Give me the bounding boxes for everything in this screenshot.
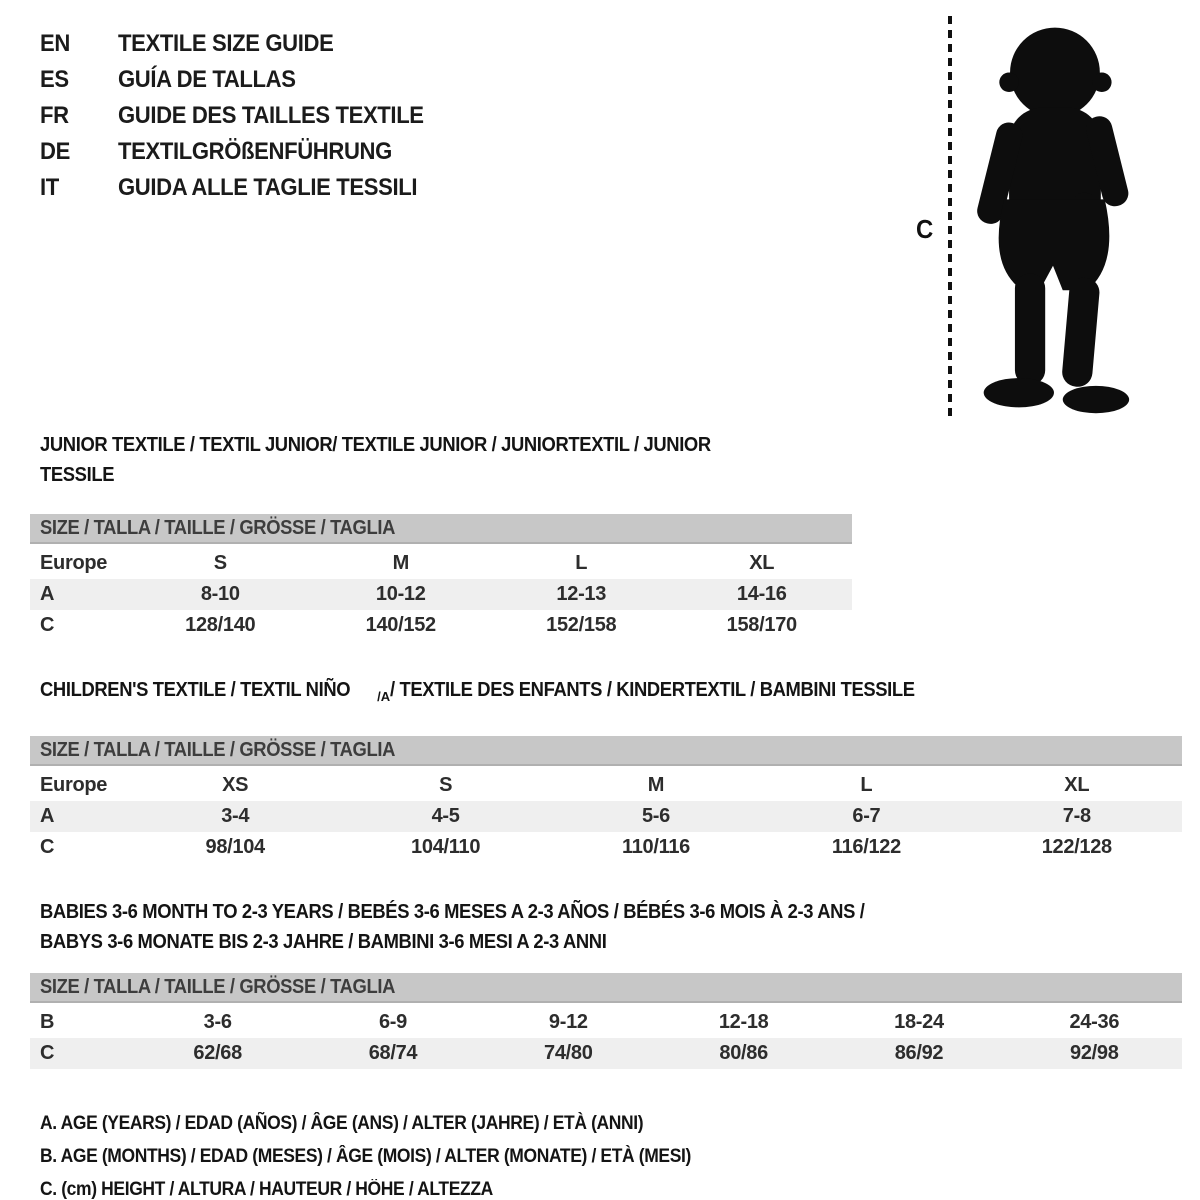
legend-line-b (40, 1140, 1200, 1173)
size-header-band-children (30, 736, 1182, 766)
height-measure-line (948, 16, 952, 416)
size-value: 3-4 (221, 805, 250, 827)
section-junior (30, 430, 852, 641)
size-header-band-babies (30, 973, 1182, 1003)
size-value: 24-36 (1069, 1011, 1120, 1033)
size-header-label: SIZE / TALLA / TAILLE / GRÖSSE / TAGLIA (40, 739, 396, 761)
size-header-band-junior (30, 514, 852, 544)
size-value: 68/74 (368, 1042, 418, 1064)
size-value: XS (222, 774, 249, 796)
table-row-babies-b (30, 1007, 1182, 1038)
row-label: B (40, 1011, 55, 1033)
size-value: 5-6 (641, 805, 670, 827)
size-value: 140/152 (365, 614, 436, 636)
size-value: 98/104 (205, 836, 265, 858)
row-label: A (40, 805, 55, 827)
size-value: XL (749, 552, 775, 574)
legend-text: A. AGE (YEARS) / EDAD (AÑOS) / ÂGE (ANS) / ALTER (JAHRE) / ETÀ (ANNI) (40, 1113, 644, 1134)
size-value: S (213, 552, 227, 574)
size-sections (30, 430, 1200, 1069)
section-title-line (40, 430, 852, 490)
size-value: L (860, 774, 873, 796)
language-guide-title: GUIDA ALLE TAGLIE TESSILI (118, 174, 418, 201)
height-figure (0, 0, 1200, 430)
size-header-label: SIZE / TALLA / TAILLE / GRÖSSE / TAGLIA (40, 976, 396, 998)
legend-text: C. (cm) HEIGHT / ALTURA / HAUTEUR / HÖHE / ALTEZZA (40, 1179, 493, 1200)
size-value: M (392, 552, 409, 574)
height-measure-label: C (916, 214, 933, 244)
size-value: 104/110 (411, 836, 481, 858)
language-code: IT (40, 174, 59, 201)
size-value: 7-8 (1062, 805, 1091, 827)
size-value: 74/80 (544, 1042, 593, 1064)
table-row-junior-a (30, 579, 852, 610)
language-guide-title: TEXTILE SIZE GUIDE (118, 30, 334, 57)
size-value: S (439, 774, 453, 796)
section-title-text: CHILDREN'S TEXTILE / TEXTIL NIÑO (40, 679, 351, 701)
language-code: ES (40, 66, 69, 93)
table-row-junior-c (30, 610, 852, 641)
size-value: 18-24 (894, 1011, 944, 1033)
size-value: 4-5 (431, 805, 460, 827)
size-value: 158/170 (726, 614, 797, 636)
table-row-junior-europe (30, 548, 852, 579)
table-row-children-europe (30, 770, 1182, 801)
language-guide-title: TEXTILGRÖßENFÜHRUNG (118, 138, 392, 165)
table-row-children-c (30, 832, 1182, 863)
language-guide-title: GUIDE DES TAILLES TEXTILE (118, 102, 424, 129)
size-value: 86/92 (894, 1042, 944, 1064)
section-title-text: / TEXTILE DES ENFANTS / KINDERTEXTIL / BAMBINI TESSILE (390, 679, 915, 701)
section-title-babies (40, 897, 1182, 957)
size-value: XL (1064, 774, 1090, 796)
size-value: 14-16 (736, 583, 787, 605)
row-label: A (40, 583, 55, 605)
size-value: 122/128 (1041, 836, 1112, 858)
section-title-children (40, 675, 1182, 712)
size-value: L (575, 552, 588, 574)
size-value: 128/140 (185, 614, 256, 636)
row-label: C (40, 1042, 55, 1064)
size-value: 110/116 (621, 836, 690, 858)
size-value: 3-6 (203, 1011, 232, 1033)
legend-line-a (40, 1107, 1200, 1140)
row-label: Europe (40, 774, 108, 796)
section-title-text: JUNIOR TEXTILE / TEXTIL JUNIOR/ TEXTILE JUNIOR / JUNIORTEXTIL / JUNIOR TESSILE (40, 434, 711, 486)
legend (40, 1107, 1200, 1200)
table-row-children-a (30, 801, 1182, 832)
size-value: 10-12 (375, 583, 426, 605)
section-title-line (40, 897, 1182, 927)
language-code: FR (40, 102, 69, 129)
section-title-line (40, 675, 1182, 712)
size-header-label: SIZE / TALLA / TAILLE / GRÖSSE / TAGLIA (40, 517, 396, 539)
toddler-silhouette-icon (958, 12, 1148, 422)
language-guide-title: GUÍA DE TALLAS (118, 66, 296, 93)
size-value: M (647, 774, 665, 796)
language-code: DE (40, 138, 70, 165)
size-value: 6-7 (852, 805, 881, 827)
size-value: 80/86 (719, 1042, 768, 1064)
section-title-text: BABIES 3-6 MONTH TO 2-3 YEARS / BEBÉS 3-6 MESES A 2-3 AÑOS / BÉBÉS 3-6 MOIS À 2-3 ANS / (40, 901, 865, 923)
row-label: Europe (40, 552, 108, 574)
size-tables-area (0, 430, 1200, 1200)
size-value: 116/122 (831, 836, 901, 858)
header-area (0, 0, 1200, 430)
size-value: 6-9 (378, 1011, 407, 1033)
size-value: 152/158 (546, 614, 617, 636)
section-title-junior (40, 430, 852, 490)
language-code: EN (40, 30, 70, 57)
size-value: 12-18 (718, 1011, 769, 1033)
section-title-text: BABYS 3-6 MONATE BIS 2-3 JAHRE / BAMBINI 3-6 MESI A 2-3 ANNI (40, 931, 607, 953)
section-children (30, 675, 1182, 863)
row-label: C (40, 836, 55, 858)
size-value: 8-10 (200, 583, 240, 605)
section-title-text: /A (377, 689, 391, 704)
size-value: 62/68 (193, 1042, 242, 1064)
size-value: 92/98 (1070, 1042, 1119, 1064)
legend-line-c (40, 1173, 1200, 1200)
size-value: 9-12 (548, 1011, 588, 1033)
legend-text: B. AGE (MONTHS) / EDAD (MESES) / ÂGE (MOIS) / ALTER (MONATE) / ETÀ (MESI) (40, 1146, 691, 1167)
size-value: 12-13 (556, 583, 607, 605)
section-babies (30, 897, 1182, 1069)
section-title-line (40, 927, 1182, 957)
table-row-babies-c (30, 1038, 1182, 1069)
row-label: C (40, 614, 55, 636)
